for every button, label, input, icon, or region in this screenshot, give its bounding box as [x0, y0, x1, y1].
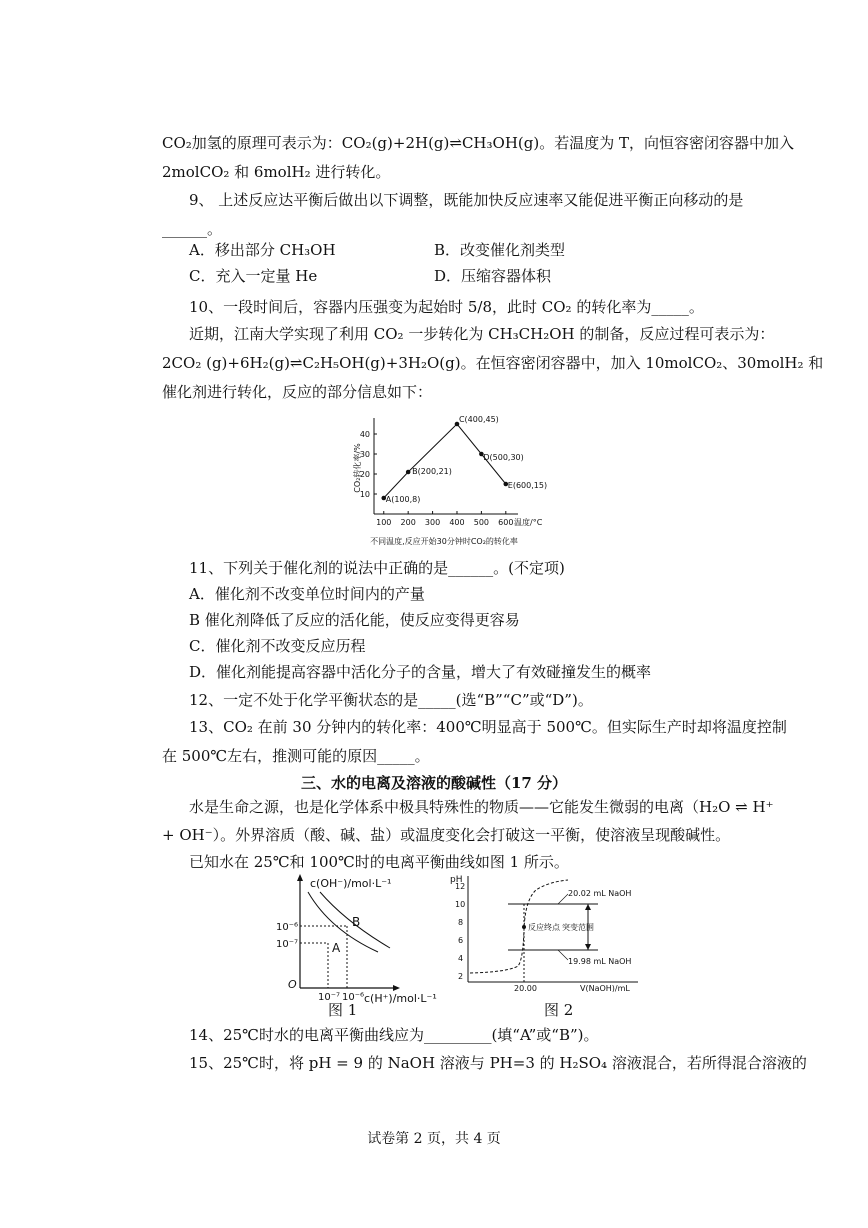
fig2-endpoint-label: 反应终点: [528, 923, 560, 932]
page-footer: 试卷第 2 页，共 4 页: [367, 1131, 501, 1147]
chart-xtick-label: 600: [498, 518, 514, 527]
chart-ylabel: CO₂转化率/%: [353, 443, 362, 493]
fig1-label-b: B: [352, 915, 361, 929]
question-9-blank: ______。: [162, 220, 223, 238]
fig2-jump-label: 突变范围: [562, 923, 594, 932]
figure-2-titration-curve: [448, 870, 678, 992]
fig2-upper-label: 20.02 mL NaOH: [568, 889, 632, 898]
paragraph-3-line-3: 已知水在 25℃和 100℃时的电离平衡曲线如图 1 所示。: [189, 853, 569, 871]
paragraph-2-line-1: 近期，江南大学实现了利用 CO₂ 一步转化为 CH₃CH₂OH 的制备，反应过程可表示为：: [189, 325, 775, 343]
figure-1-ionization-curve: [268, 870, 443, 1010]
fig2-xlabel: V(NaOH)/mL: [580, 984, 630, 992]
question-9: 9、 上述反应达平衡后做出以下调整，既能加快反应速率又能促进平衡正向移动的是: [189, 191, 744, 209]
fig1-xtick-2: 10⁻⁶: [342, 992, 365, 1003]
chart-ytick-label: 40: [359, 430, 370, 439]
question-11-option-d: D．催化剂能提高容器中活化分子的含量，增大了有效碰撞发生的概率: [189, 663, 652, 681]
fig1-curve-a: [308, 892, 378, 952]
question-11-option-c: C．催化剂不改变反应历程: [189, 637, 366, 655]
question-13-line-2: 在 500℃左右，推测可能的原因_____。: [162, 747, 430, 765]
fig2-lower-leader: [558, 950, 568, 960]
fig1-xlabel: c(H⁺)/mol·L⁻¹: [364, 992, 437, 1005]
paragraph-3-line-1: 水是生命之源，也是化学体系中极具特殊性的物质——它能发生微弱的电离（H₂O ⇌ H⁺: [189, 798, 774, 816]
fig1-origin: O: [288, 978, 297, 991]
chart-point: [406, 470, 411, 475]
fig2-endpoint-dot: [522, 925, 526, 929]
fig1-ylabel: c(OH⁻)/mol·L⁻¹: [310, 877, 392, 890]
chart-xtick-label: 100: [376, 518, 392, 527]
figure-2-caption: 图 2: [544, 1001, 574, 1019]
question-10: 10、一段时间后，容器内压强变为起始时 5/8，此时 CO₂ 的转化率为_____。: [189, 298, 704, 316]
chart-point-label: E(600,15): [507, 481, 548, 490]
chart-point-label: B(200,21): [412, 467, 452, 476]
question-9-option-a: A．移出部分 CH₃OH: [189, 241, 336, 259]
fig2-lower-label: 19.98 mL NaOH: [568, 957, 632, 966]
question-11-option-b: B 催化剂降低了反应的活化能，使反应变得更容易: [189, 611, 520, 629]
chart-xtick-label: 200: [400, 518, 416, 527]
chart-ytick-label: 30: [359, 450, 370, 459]
chart-point-label: A(100,8): [385, 495, 421, 504]
paragraph-2-line-3: 催化剂进行转化，反应的部分信息如下：: [162, 383, 433, 401]
question-9-option-b: B．改变催化剂类型: [434, 241, 566, 259]
co2-conversion-chart: [352, 412, 562, 552]
chart-xtick-label: 300: [424, 518, 441, 527]
question-14: 14、25℃时水的电离平衡曲线应为_________(填“A”或“B”)。: [189, 1026, 599, 1044]
fig2-range-arrow-down: [585, 944, 591, 950]
chart-point-label: D(500,30): [483, 453, 524, 462]
chart-xtick-label: 500: [473, 518, 490, 527]
question-15: 15、25℃时，将 pH = 9 的 NaOH 溶液与 PH=3 的 H₂SO₄ 溶液混合，若所得混合溶液的: [189, 1054, 807, 1072]
question-9-option-d: D．压缩容器体积: [434, 267, 552, 285]
chart-xtick-label: 400: [449, 518, 465, 527]
question-9-option-c: C．充入一定量 He: [189, 267, 318, 285]
paragraph-2-line-2: 2CO₂ (g)+6H₂(g)⇌C₂H₅OH(g)+3H₂O(g)。在恒容密闭容器中，加入 10molCO₂、30molH₂ 和: [162, 354, 824, 372]
fig1-x-arrow: [393, 985, 400, 991]
text-line-1: CO₂加氢的原理可表示为：CO₂(g)+2H(g)⇌CH₃OH(g)。若温度为 T，向恒容密闭容器中加入: [162, 134, 794, 152]
question-11: 11、下列关于催化剂的说法中正确的是______。(不定项): [189, 559, 565, 577]
fig2-xtick: 20.00: [514, 984, 537, 992]
section-3-title: 三、水的电离及溶液的酸碱性（17 分）: [300, 774, 568, 792]
paragraph-3-line-2: + OH⁻）。外界溶质（酸、碱、盐）或温度变化会打破这一平衡，使溶液呈现酸碱性。: [162, 826, 731, 844]
fig2-ytick-2: 2: [458, 972, 464, 981]
question-11-option-a: A．催化剂不改变单位时间内的产量: [189, 585, 425, 603]
chart-caption: 不同温度,反应开始30分钟时CO₂的转化率: [370, 537, 518, 546]
chart-ytick-label: 10: [359, 490, 370, 499]
chart-point-label: C(400,45): [458, 415, 499, 424]
chart-xlabel: 温度/°C: [514, 518, 543, 527]
fig2-upper-leader: [558, 894, 568, 904]
fig1-ytick-1: 10⁻⁶: [276, 922, 299, 933]
question-13-line-1: 13、CO₂ 在前 30 分钟内的转化率：400℃明显高于 500℃。但实际生产时却将温度控制: [189, 718, 787, 736]
chart-ytick-label: 20: [359, 470, 370, 479]
fig1-label-a: A: [332, 941, 341, 955]
fig2-ytick-6: 6: [458, 936, 464, 945]
fig1-xtick-1: 10⁻⁷: [318, 992, 341, 1003]
fig2-ytick-12: 12: [455, 882, 466, 891]
figure-1-caption: 图 1: [328, 1001, 358, 1019]
fig2-ytick-8: 8: [458, 918, 464, 927]
question-12: 12、一定不处于化学平衡状态的是_____(选“B”“C”或“D”)。: [189, 691, 593, 709]
fig1-y-arrow: [297, 874, 303, 881]
fig2-range-arrow-up: [585, 904, 591, 910]
text-line-2: 2molCO₂ 和 6molH₂ 进行转化。: [162, 163, 391, 181]
fig2-ytick-10: 10: [455, 900, 466, 909]
fig2-ylabel: pH: [450, 875, 463, 885]
fig1-ytick-2: 10⁻⁷: [276, 939, 299, 950]
fig2-ytick-4: 4: [458, 954, 464, 963]
